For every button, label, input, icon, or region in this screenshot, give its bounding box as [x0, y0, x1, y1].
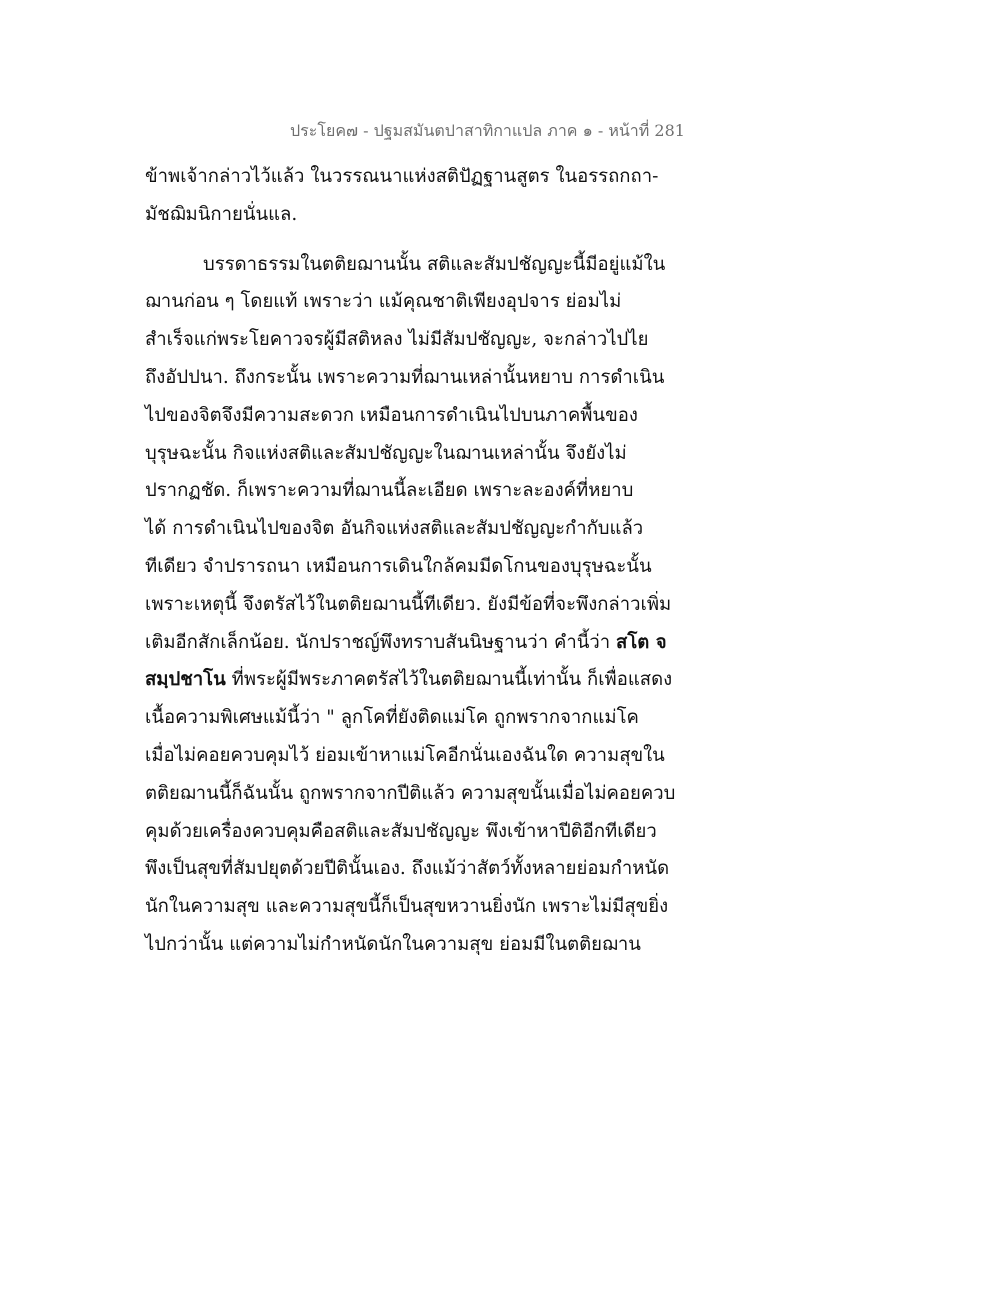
paragraph-gap — [145, 234, 705, 246]
text-line-8: บุรุษฉะนั้น กิจแห่งสติและสัมปชัญญะในฌานเหล่านั้น จึงยังไม่ — [145, 442, 627, 464]
text-line-14-regular: ที่พระผู้มีพระภาคตรัสไว้ในตติยฌานนี้เท่านั้น ก็เพื่อแสดง — [225, 669, 673, 691]
text-line-21: ไปกว่านั้น แต่ความไม่กำหนัดนักในความสุข ย่อมมีในตติยฌาน — [145, 933, 641, 955]
text-line-18: คุมด้วยเครื่องควบคุมคือสติและสัมปชัญญะ พึงเข้าหาปีติอีกทีเดียว — [145, 820, 657, 842]
text-line-5: สำเร็จแก่พระโยคาวจรผู้มีสติหลง ไม่มีสัมปชัญญะ, จะกล่าวไปไย — [145, 329, 649, 351]
text-line-7: ไปของจิตจึงมีความสะดวก เหมือนการดำเนินไปบนภาคพื้นของ — [145, 404, 638, 426]
text-line-6: ถึงอัปปนา. ถึงกระนั้น เพราะความที่ฌานเหล่านั้นหยาบ การดำเนิน — [145, 366, 665, 388]
running-header: ประโยค๗ - ปฐมสมันตปาสาทิกาแปล ภาค ๑ - หน้าที่ 281 — [290, 121, 685, 140]
text-line-19: พึงเป็นสุขที่สัมปยุตด้วยปีตินั้นเอง. ถึงแม้ว่าสัตว์ทั้งหลายย่อมกำหนัด — [145, 858, 670, 880]
text-line-13-regular: เติมอีกสักเล็กน้อย. นักปราชญ์พึงทราบสันนิษฐานว่า คำนี้ว่า — [145, 631, 617, 653]
text-line-16: เมื่อไม่คอยควบคุมไว้ ย่อมเข้าหาแม่โคอีกนั่นเองฉันใด ความสุขใน — [145, 744, 665, 766]
text-line-4: ฌานก่อน ๆ โดยแท้ เพราะว่า แม้คุณชาติเพียงอุปจาร ย่อมไม่ — [145, 291, 622, 313]
text-line-11: ทีเดียว จำปรารถนา เหมือนการเดินใกล้คมมีดโกนของบุรุษฉะนั้น — [145, 555, 652, 577]
pali-term-bold-continued: สมฺปชาโน — [145, 669, 226, 691]
text-line-9: ปรากฏชัด. ก็เพราะความที่ฌานนี้ละเอียด เพราะละองค์ที่หยาบ — [145, 480, 634, 502]
text-line-15: เนื้อความพิเศษแม้นี้ว่า " ลูกโคที่ยังติดแม่โค ถูกพรากจากแม่โค — [145, 707, 639, 729]
pali-term-bold: สโต จ — [616, 631, 667, 653]
text-line-10: ได้ การดำเนินไปของจิต อันกิจแห่งสติและสัมปชัญญะกำกับแล้ว — [145, 518, 644, 540]
body-text — [145, 158, 705, 964]
text-line-20: นักในความสุข และความสุขนี้ก็เป็นสุขหวานยิ่งนัก เพราะไม่มีสุขยิ่ง — [145, 896, 669, 918]
text-line-2: มัชฌิมนิกายนั่นแล. — [145, 203, 298, 225]
text-line-17: ตติยฌานนี้ก็ฉันนั้น ถูกพรากจากปีติแล้ว ความสุขนั้นเมื่อไม่คอยควบ — [145, 782, 676, 804]
text-line-12: เพราะเหตุนี้ จึงตรัสไว้ในตติยฌานนี้ทีเดียว. ยังมีข้อที่จะพึงกล่าวเพิ่ม — [145, 593, 672, 615]
text-line-13 — [145, 624, 705, 662]
text-line-1: ข้าพเจ้ากล่าวไว้แล้ว ในวรรณนาแห่งสติปัฏฐานสูตร ในอรรถกถา- — [145, 166, 659, 187]
text-line-14 — [145, 661, 705, 699]
text-line-3: บรรดาธรรมในตติยฌานนั้น สติและสัมปชัญญะนี้มีอยู่แม้ใน — [203, 253, 666, 275]
